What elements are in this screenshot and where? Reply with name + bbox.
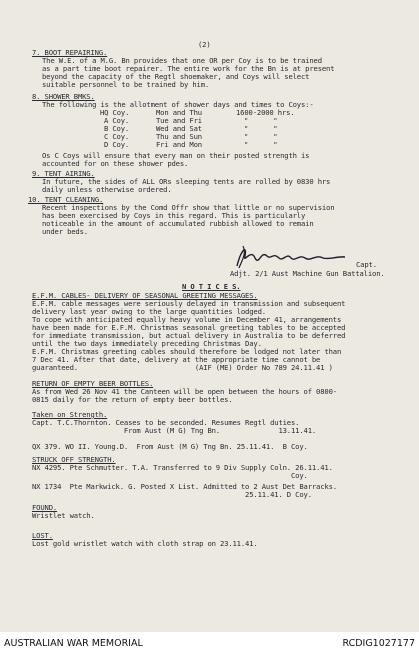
struck-line-1: NX 4295. Pte Schmutter. T.A. Transferred to 9 Div Supply Coln. 26.11.41. bbox=[32, 463, 333, 472]
shower-time-c: " " bbox=[244, 132, 278, 141]
tent-airing-heading: 9. TENT AIRING. bbox=[32, 169, 95, 178]
boot-line-4: suitable personnel to be trained by him. bbox=[42, 80, 210, 89]
boot-repairing-heading: 7. BOOT REPAIRING. bbox=[32, 48, 108, 57]
shower-coy-d: D Coy. bbox=[104, 140, 130, 149]
efm-line-2: delivery last year owing to the large quantities lodged. bbox=[32, 307, 266, 316]
signature-title: Adjt. 2/1 Aust Machine Gun Battalion. bbox=[230, 269, 385, 278]
boot-line-2: as a part time boot repairer. The entire work for the Bn is at present bbox=[42, 64, 335, 73]
found-text: Wristlet watch. bbox=[32, 511, 95, 520]
shower-time-d: " " bbox=[244, 140, 278, 149]
shower-time-a: " " bbox=[244, 116, 278, 125]
found-heading: FOUND. bbox=[32, 503, 58, 512]
shower-days-a: Tue and Fri bbox=[156, 116, 202, 125]
struck-line-4: 25.11.41. D Coy. bbox=[32, 490, 312, 499]
tent-cleaning-heading: 10. TENT CLEANING. bbox=[28, 195, 104, 204]
tent-cleaning-line-3: noticeable in the amount of accumulated rubbish allowed to remain bbox=[42, 219, 314, 228]
signature-rank: Capt. bbox=[356, 260, 377, 269]
tent-airing-line-2: daily unless otherwise ordered. bbox=[42, 185, 172, 194]
notices-heading: N O T I C E S. bbox=[182, 282, 241, 291]
shower-intro: The following is the allotment of shower days and times to Coys:- bbox=[42, 100, 314, 109]
taken-line-4: QX 379. WO II. Young.D. From Aust (M G) Tng Bn. 25.11.41. B Coy. bbox=[32, 442, 308, 451]
shower-coy-c: C Coy. bbox=[104, 132, 130, 141]
shower-line-1: Os C Coys will ensure that every man on their posted strength is bbox=[42, 151, 310, 160]
beer-heading: RETURN OF EMPTY BEER BOTTLES. bbox=[32, 379, 154, 388]
taken-line-2: From Aust (M G) Tng Bn. 13.11.41. bbox=[32, 426, 317, 435]
boot-line-3: beyond the capacity of the Regtl shoemaker, and Coys will select bbox=[42, 72, 310, 81]
efm-line-6: until the two days immediately preceding Christmas Day. bbox=[32, 339, 262, 348]
efm-line-9: guaranteed. (AIF (ME) Order No 789 24.11.41 ) bbox=[32, 363, 333, 372]
lost-text: Lost gold wristlet watch with cloth strap on 23.11.41. bbox=[32, 539, 258, 548]
shower-time-b: " " bbox=[244, 124, 278, 133]
efm-line-7: E.F.M. Christmas greeting cables should therefore be lodged not later than bbox=[32, 347, 342, 356]
boot-line-1: The W.E. of a M.G. Bn provides that one OR per Coy is to be trained bbox=[42, 56, 322, 65]
lost-heading: LOST. bbox=[32, 531, 53, 540]
footer-source: AUSTRALIAN WAR MEMORIAL bbox=[4, 638, 143, 649]
handwritten-signature bbox=[233, 240, 351, 270]
shower-days-hq: Mon and Thu bbox=[156, 108, 202, 117]
efm-line-4: have been made for E.F.M. Christmas seasonal greeting tables to be accepted bbox=[32, 323, 346, 332]
shower-days-d: Fri and Mon bbox=[156, 140, 202, 149]
footer-record-id: RCDIG1027177 bbox=[342, 638, 415, 649]
shower-coy-b: B Coy. bbox=[104, 124, 130, 133]
struck-line-2: Coy. bbox=[32, 471, 308, 480]
shower-days-c: Thu and Sun bbox=[156, 132, 202, 141]
shower-line-2: accounted for on these shower pdes. bbox=[42, 159, 189, 168]
taken-on-strength-heading: Taken on Strength. bbox=[32, 410, 108, 419]
beer-line-1: As from Wed 26 Nov 41 the Canteen will be open between the hours of 0800- bbox=[32, 387, 337, 396]
efm-line-8: 7 Dec 41. After that date, delivery at the appropriate time cannot be bbox=[32, 355, 321, 364]
page-number: (2) bbox=[198, 40, 211, 49]
taken-line-1: Capt. T.C.Thornton. Ceases to be seconded. Resumes Regtl duties. bbox=[32, 418, 300, 427]
tent-airing-line-1: In future, the sides of ALL ORs sleeping tents are rolled by 0830 hrs bbox=[42, 177, 331, 186]
struck-off-strength-heading: STRUCK OFF STRENGTH. bbox=[32, 455, 116, 464]
shower-days-b: Wed and Sat bbox=[156, 124, 202, 133]
efm-line-5: for immediate transmission, but actual delivery in Australia to be deferred bbox=[32, 331, 346, 340]
shower-time-hq: 1600-2000 hrs. bbox=[236, 108, 295, 117]
shower-coy-hq: HQ Coy. bbox=[100, 108, 130, 117]
shower-heading: 8. SHOWER BMKS. bbox=[32, 92, 95, 101]
efm-line-1: E.F.M. cable messages were seriously delayed in transmission and subsequent bbox=[32, 299, 346, 308]
beer-line-2: 0815 daily for the return of empty beer bottles. bbox=[32, 395, 233, 404]
struck-line-3: NX 1734 Pte Markwick. G. Posted X List. Admitted to 2 Aust Det Barracks. bbox=[32, 482, 337, 491]
tent-cleaning-line-1: Recent inspections by the Comd Offr show that little or no supervision bbox=[42, 203, 335, 212]
efm-line-3: To cope with anticipated equally heavy volume in December 41, arrangements bbox=[32, 315, 342, 324]
shower-coy-a: A Coy. bbox=[104, 116, 130, 125]
efm-heading: E.F.M. CABLES- DELIVERY OF SEASONAL GREETING MESSAGES. bbox=[32, 291, 258, 300]
archive-footer bbox=[0, 632, 419, 654]
tent-cleaning-line-4: under beds. bbox=[42, 227, 88, 236]
tent-cleaning-line-2: has been exercised by Coys in this regard. This is particularly bbox=[42, 211, 306, 220]
